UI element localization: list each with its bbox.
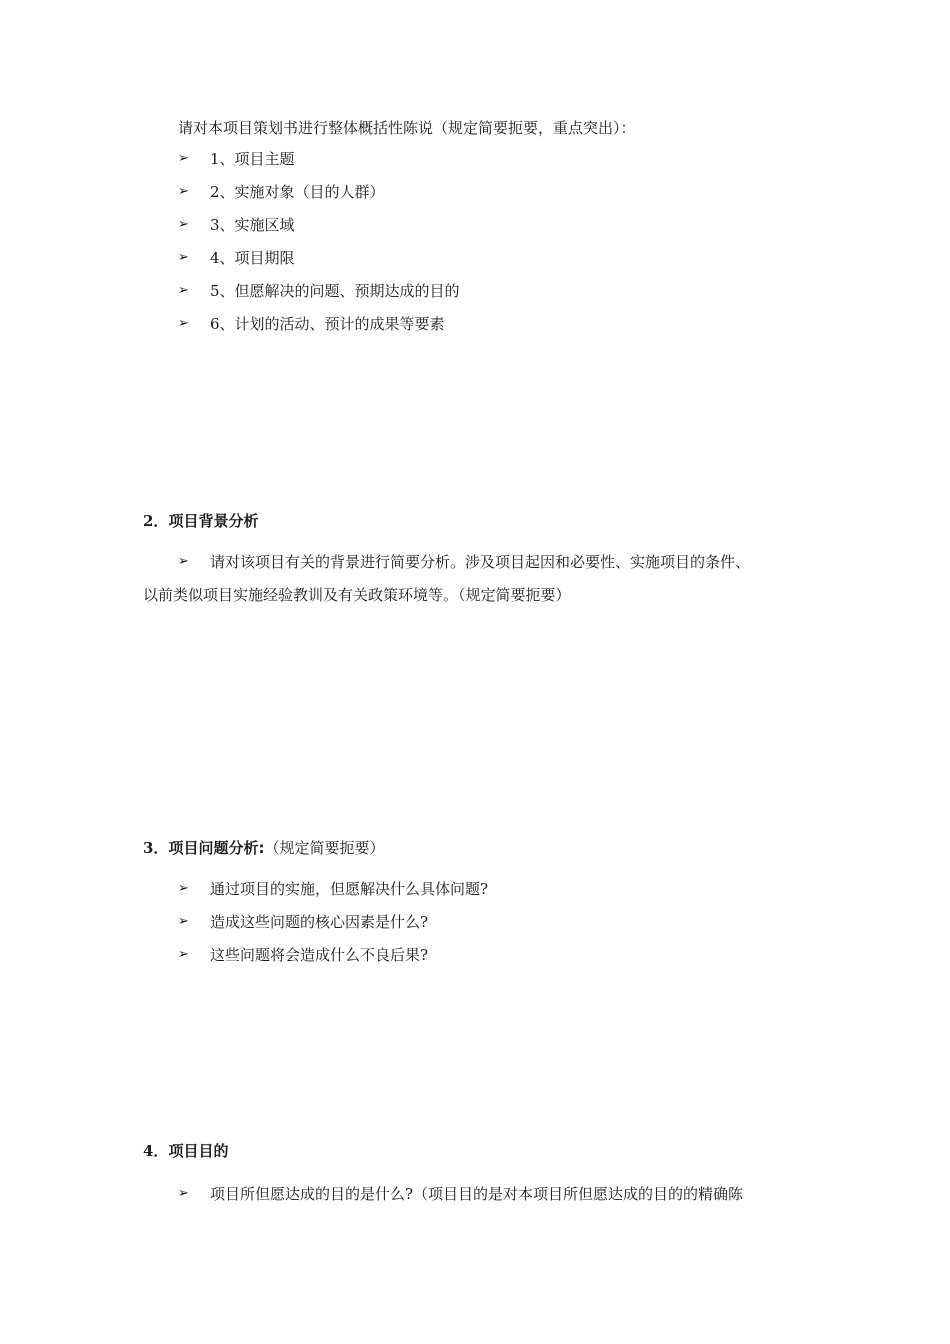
section-title: 项目问题分析: [168,839,265,857]
summary-intro: 请对本项目策划书进行整体概括性陈说（规定简要扼要，重点突出）： [178,119,636,137]
section-heading-background [143,511,258,531]
summary-item: 2、实施对象（目的人群） [210,183,385,201]
section-number: 3． [143,839,169,857]
section-title: 项目背景分析 [168,512,259,530]
background-paragraph-line: 以前类似项目实施经验教训及有关政策环境等。（规定简要扼要） [143,586,571,604]
bullet-arrow-icon: ➢ [178,554,189,569]
bullet-arrow-icon: ➢ [178,283,189,298]
section-heading-objective [143,1141,228,1161]
summary-item: 4、项目期限 [210,249,295,267]
section-number: 2． [143,512,169,530]
bullet-arrow-icon: ➢ [178,250,189,265]
problem-item: 这些问题将会造成什么不良后果? [210,946,429,964]
problem-item: 通过项目的实施，但愿解决什么具体问题? [210,880,489,898]
bullet-arrow-icon: ➢ [178,947,189,962]
bullet-arrow-icon: ➢ [178,914,189,929]
bullet-arrow-icon: ➢ [178,316,189,331]
problem-item: 造成这些问题的核心因素是什么? [210,913,429,931]
section-number: 4． [143,1142,169,1160]
section-heading-problem [143,838,384,858]
bullet-arrow-icon: ➢ [178,184,189,199]
summary-item: 3、实施区域 [210,216,295,234]
bullet-arrow-icon: ➢ [178,881,189,896]
bullet-arrow-icon: ➢ [178,151,189,166]
section-title: 项目目的 [168,1142,229,1160]
summary-item: 1、项目主题 [210,150,295,168]
objective-item: 项目所但愿达成的目的是什么?（项目目的是对本项目所但愿达成的目的的精确陈 [210,1185,744,1203]
bullet-arrow-icon: ➢ [178,1186,189,1201]
summary-item: 6、计划的活动、预计的成果等要素 [210,315,445,333]
section-note: （规定简要扼要） [264,839,385,857]
bullet-arrow-icon: ➢ [178,217,189,232]
summary-item: 5、但愿解决的问题、预期达成的目的 [210,282,460,300]
background-paragraph-line: 请对该项目有关的背景进行简要分析。涉及项目起因和必要性、实施项目的条件、 [210,553,751,571]
